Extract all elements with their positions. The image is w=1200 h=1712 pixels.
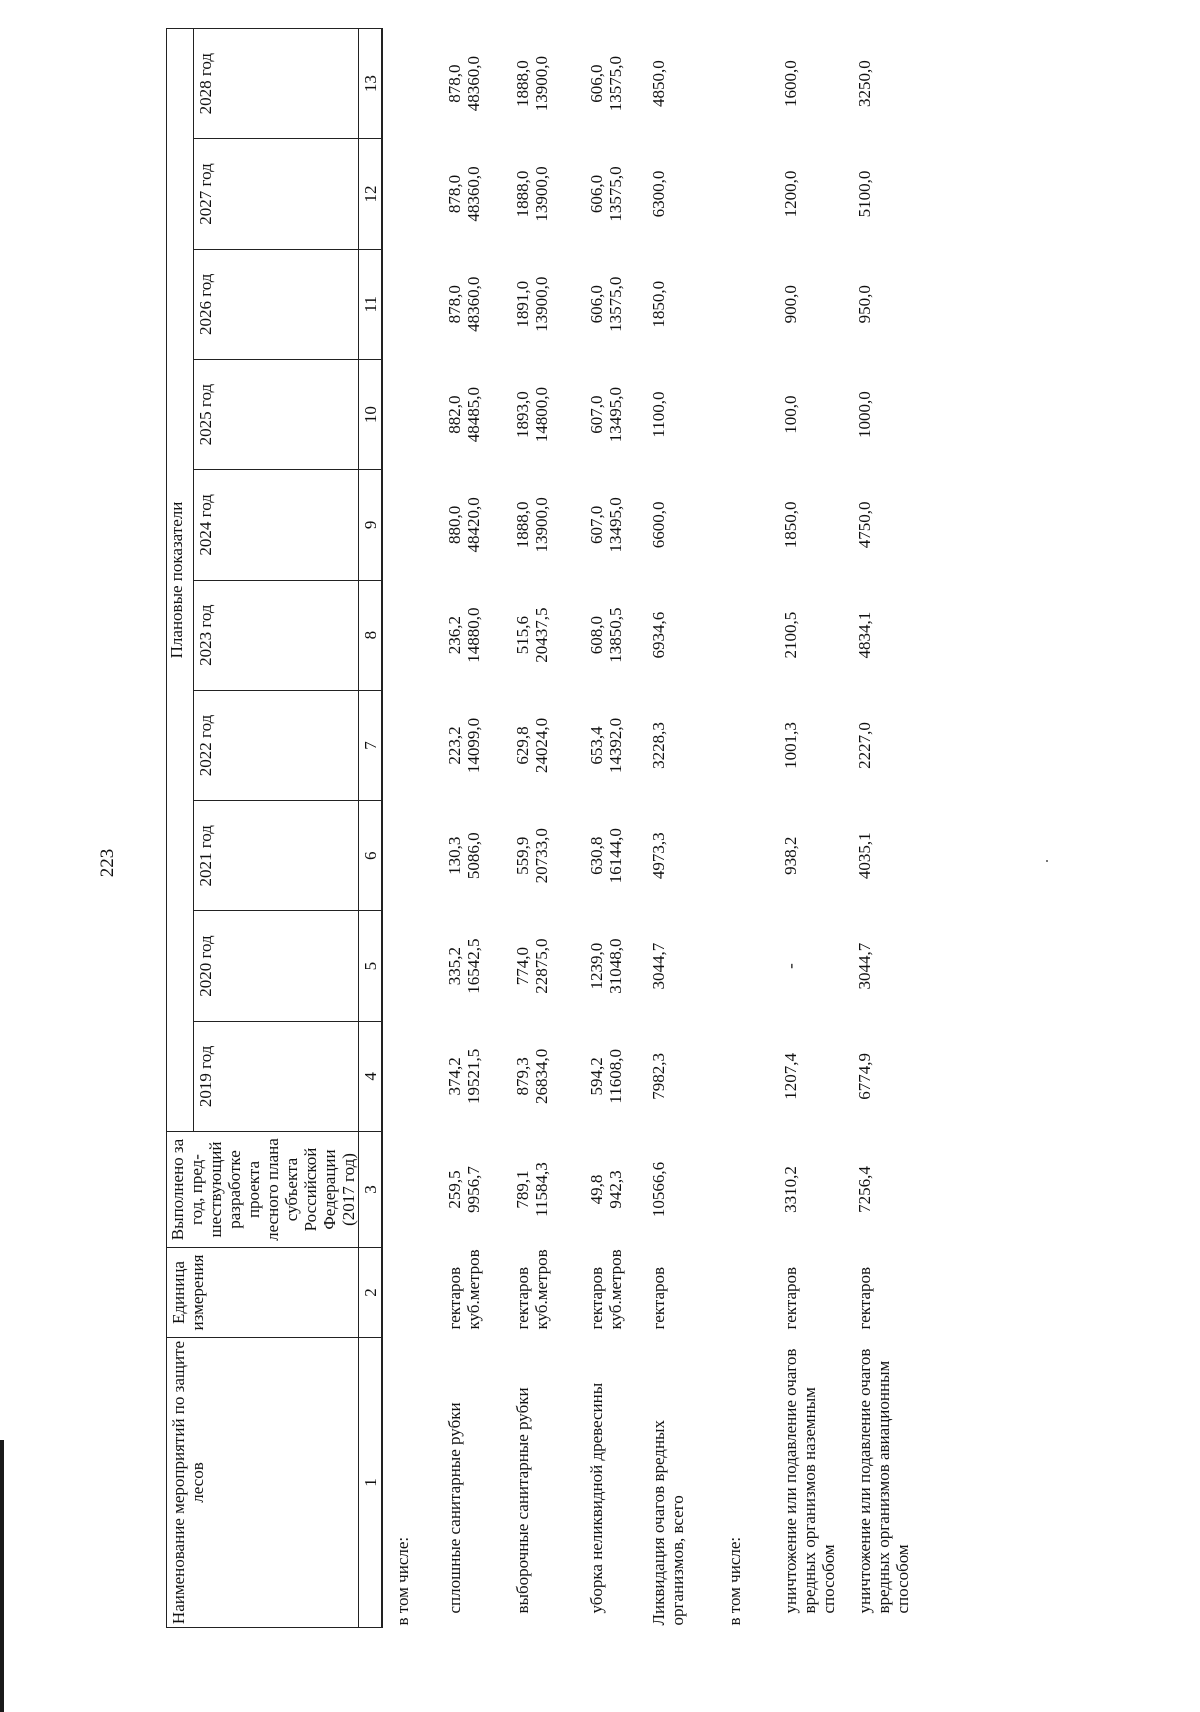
cell-value	[505, 249, 579, 359]
cell-value	[851, 911, 925, 1021]
value-line: 259,5	[445, 1170, 465, 1209]
cell-value	[777, 359, 851, 469]
row-unit	[435, 1248, 505, 1338]
value-line: 3310,2	[781, 1166, 801, 1213]
value-line: 1888,0	[513, 170, 533, 218]
header-column-number: 9	[359, 470, 383, 580]
value-line: 1850,0	[649, 280, 669, 328]
value-line: 223,2	[445, 726, 465, 765]
value-line: 938,2	[781, 836, 801, 875]
header-column-number: 6	[359, 801, 383, 911]
value-line: 1888,0	[513, 60, 533, 108]
header-numbers-row	[359, 29, 383, 1628]
value-line: 10566,6	[649, 1161, 669, 1218]
value-line: 3044,7	[649, 942, 669, 990]
row-name: уборка неликвидной древесины	[587, 1382, 607, 1614]
value-line: 878,0	[445, 285, 465, 324]
value-line: 653,4	[587, 726, 607, 765]
cell-value	[777, 911, 851, 1021]
row-unit	[777, 1248, 851, 1338]
value-line: 3228,3	[649, 722, 669, 769]
value-line: 4834,1	[855, 611, 875, 659]
table-row	[643, 29, 715, 1628]
header-year: 2022 год	[193, 690, 358, 800]
value-line: 20733,0	[532, 828, 552, 884]
cell-value	[851, 139, 925, 249]
cell-value	[579, 1021, 643, 1131]
value-line: 335,2	[445, 946, 465, 986]
cell-value	[851, 359, 925, 469]
value-line: 13495,0	[606, 497, 626, 553]
cell-value	[382, 690, 435, 800]
cell-value	[505, 801, 579, 911]
value-line: 19521,5	[464, 1048, 484, 1104]
cell-value	[505, 690, 579, 800]
value-line: 594,2	[587, 1057, 607, 1096]
value-line: 14392,0	[606, 717, 626, 774]
unit-value: куб.метров	[532, 1249, 552, 1330]
row-unit	[715, 1248, 777, 1338]
cell-value	[715, 1132, 777, 1248]
value-line: 607,0	[587, 395, 607, 434]
cell-value	[435, 29, 505, 139]
cell-value	[851, 29, 925, 139]
value-line: 878,0	[445, 64, 465, 103]
value-line: 236,2	[445, 616, 465, 655]
row-name: в том числе:	[725, 1536, 745, 1626]
value-line: 7982,3	[649, 1052, 669, 1100]
cell-value	[382, 29, 435, 139]
table-row	[382, 29, 435, 1628]
row-unit	[851, 1248, 925, 1338]
value-line: 5086,0	[464, 832, 484, 880]
value-line: -	[781, 963, 801, 969]
value-line: 11584,3	[532, 1162, 552, 1217]
value-line: 559,9	[513, 836, 533, 875]
value-line: 100,0	[781, 395, 801, 434]
value-line: 14099,0	[464, 717, 484, 774]
cell-value	[435, 139, 505, 249]
value-line: 942,3	[606, 1170, 626, 1209]
value-line: 13850,5	[606, 607, 626, 663]
cell-value	[643, 359, 715, 469]
value-line: 3250,0	[855, 60, 875, 108]
cell-value	[715, 690, 777, 800]
cell-value	[643, 1021, 715, 1131]
cell-value	[382, 249, 435, 359]
value-line: 1001,3	[781, 722, 801, 769]
cell-value	[579, 29, 643, 139]
value-line: 880,0	[445, 505, 465, 544]
header-year: 2021 год	[193, 801, 358, 911]
cell-value	[643, 249, 715, 359]
cell-value	[777, 470, 851, 580]
cell-value	[715, 1021, 777, 1131]
cell-value	[579, 470, 643, 580]
value-line: 16542,5	[464, 938, 484, 994]
value-line: 1891,0	[513, 280, 533, 328]
value-line: 31048,0	[606, 938, 626, 994]
unit-value: гектаров	[445, 1266, 465, 1330]
cell-value	[579, 911, 643, 1021]
cell-value	[505, 139, 579, 249]
header-column-number: 5	[359, 911, 383, 1021]
cell-value	[435, 470, 505, 580]
cell-value	[382, 580, 435, 690]
cell-value	[777, 249, 851, 359]
value-line: 130,3	[445, 836, 465, 875]
header-year: 2027 год	[193, 139, 358, 249]
value-line: 16144,0	[606, 828, 626, 884]
cell-value	[382, 359, 435, 469]
value-line: 4750,0	[855, 501, 875, 549]
unit-value: куб.метров	[606, 1249, 626, 1330]
value-line: 6934,6	[649, 611, 669, 659]
cell-value	[435, 911, 505, 1021]
header-name: Наименование мероприятий по защите лесов	[167, 1338, 359, 1628]
cell-value	[643, 29, 715, 139]
cell-value	[435, 359, 505, 469]
table-body	[382, 29, 925, 1628]
forest-protection-table	[166, 28, 925, 1628]
header-year: 2023 год	[193, 580, 358, 690]
scan-edge-mark	[0, 1440, 4, 1712]
value-line: 2100,5	[781, 611, 801, 659]
cell-value	[643, 801, 715, 911]
cell-value	[505, 470, 579, 580]
cell-value	[851, 1132, 925, 1248]
value-line: 4850,0	[649, 60, 669, 108]
cell-value	[715, 29, 777, 139]
cell-value	[643, 911, 715, 1021]
value-line: 900,0	[781, 285, 801, 324]
cell-value	[851, 470, 925, 580]
header-column-number: 8	[359, 580, 383, 690]
value-line: 1893,0	[513, 391, 533, 438]
cell-value	[777, 139, 851, 249]
value-line: 3044,7	[855, 942, 875, 990]
value-line: 1850,0	[781, 501, 801, 549]
cell-value	[715, 139, 777, 249]
cell-value	[505, 1021, 579, 1131]
value-line: 950,0	[855, 285, 875, 324]
value-line: 1239,0	[587, 942, 607, 990]
cell-value	[505, 29, 579, 139]
row-unit	[382, 1248, 435, 1338]
value-line: 606,0	[587, 285, 607, 324]
cell-value	[505, 911, 579, 1021]
value-line: 13900,0	[532, 276, 552, 332]
value-line: 13575,0	[606, 56, 626, 112]
value-line: 14880,0	[464, 607, 484, 663]
value-line: 882,0	[445, 395, 465, 434]
cell-value	[579, 249, 643, 359]
row-name: уничтожение или подавление очагов вредных организмов наземным способом	[781, 1348, 839, 1614]
cell-value	[382, 470, 435, 580]
cell-value	[435, 249, 505, 359]
row-name: Ликвидация очагов вредных организмов, всего	[649, 1420, 688, 1626]
value-line: 26834,0	[532, 1048, 552, 1104]
value-line: 2227,0	[855, 722, 875, 769]
cell-value	[435, 801, 505, 911]
header-year: 2024 год	[193, 470, 358, 580]
header-column-number: 11	[359, 249, 383, 359]
unit-value: куб.метров	[464, 1249, 484, 1330]
value-line: 6300,0	[649, 170, 669, 218]
value-line: 4035,1	[855, 832, 875, 880]
header-column-number: 4	[359, 1021, 383, 1131]
cell-value	[777, 1132, 851, 1248]
value-line: 608,0	[587, 616, 607, 655]
value-line: 48420,0	[464, 497, 484, 553]
row-name: сплошные санитарные рубки	[445, 1402, 465, 1614]
cell-value	[435, 690, 505, 800]
header-column-number: 13	[359, 29, 383, 139]
cell-value	[505, 359, 579, 469]
value-line: 607,0	[587, 505, 607, 544]
header-year: 2028 год	[193, 29, 358, 139]
cell-value	[382, 139, 435, 249]
value-line: 13900,0	[532, 497, 552, 553]
header-done: Выполнено за год, пред-шествующий разработке проекта лесного плана субъекта Российской Федерации (2017 год)	[167, 1132, 359, 1248]
value-line: 7256,4	[855, 1166, 875, 1213]
unit-value: гектаров	[587, 1266, 607, 1330]
header-column-number: 2	[359, 1248, 383, 1338]
table-row	[851, 29, 925, 1628]
value-line: 49,8	[587, 1174, 607, 1205]
header-year: 2020 год	[193, 911, 358, 1021]
header-planned: Плановые показатели	[167, 29, 194, 1132]
cell-value	[777, 29, 851, 139]
cell-value	[382, 911, 435, 1021]
value-line: 9956,7	[464, 1166, 484, 1213]
cell-value	[382, 1021, 435, 1131]
cell-value	[777, 690, 851, 800]
value-line: 1000,0	[855, 391, 875, 438]
value-line: 13575,0	[606, 166, 626, 222]
value-line: 11608,0	[606, 1049, 626, 1104]
cell-value	[435, 580, 505, 690]
value-line: 22875,0	[532, 938, 552, 994]
page-number: 223	[97, 848, 118, 878]
cell-value	[382, 1132, 435, 1248]
cell-value	[715, 249, 777, 359]
value-line: 6600,0	[649, 501, 669, 549]
unit-value: гектаров	[649, 1266, 669, 1330]
header-column-number: 3	[359, 1132, 383, 1248]
cell-value	[579, 139, 643, 249]
value-line: 629,8	[513, 726, 533, 765]
header-unit: Единица измерения	[167, 1248, 359, 1338]
cell-value	[505, 580, 579, 690]
cell-value	[579, 801, 643, 911]
table-row	[579, 29, 643, 1628]
cell-value	[715, 470, 777, 580]
value-line: 606,0	[587, 174, 607, 214]
unit-value: гектаров	[781, 1266, 801, 1330]
value-line: 48360,0	[464, 166, 484, 222]
header-column-number: 12	[359, 139, 383, 249]
cell-value	[715, 359, 777, 469]
row-name: в том числе:	[393, 1536, 413, 1626]
table-row	[505, 29, 579, 1628]
header-year: 2025 год	[193, 359, 358, 469]
row-unit	[505, 1248, 579, 1338]
cell-value	[382, 801, 435, 911]
cell-value	[851, 580, 925, 690]
cell-value	[851, 690, 925, 800]
header-column-number: 10	[359, 359, 383, 469]
value-line: 48360,0	[464, 56, 484, 112]
cell-value	[851, 1021, 925, 1131]
value-line: 48360,0	[464, 276, 484, 332]
value-line: 4973,3	[649, 832, 669, 880]
value-line: 13495,0	[606, 386, 626, 443]
cell-value	[715, 911, 777, 1021]
cell-value	[579, 690, 643, 800]
value-line: 374,2	[445, 1057, 465, 1096]
row-unit	[579, 1248, 643, 1338]
table-row	[777, 29, 851, 1628]
cell-value	[715, 801, 777, 911]
value-line: 13900,0	[532, 56, 552, 112]
value-line: 789,1	[513, 1170, 533, 1209]
unit-value: гектаров	[855, 1266, 875, 1330]
cell-value	[435, 1132, 505, 1248]
table-row	[435, 29, 505, 1628]
value-line: 20437,5	[532, 607, 552, 663]
cell-value	[851, 249, 925, 359]
cell-value	[579, 580, 643, 690]
table-row	[715, 29, 777, 1628]
cell-value	[643, 470, 715, 580]
value-line: 6774,9	[855, 1052, 875, 1100]
value-line: 1200,0	[781, 170, 801, 218]
value-line: 13900,0	[532, 166, 552, 222]
cell-value	[777, 801, 851, 911]
value-line: 1600,0	[781, 60, 801, 108]
cell-value	[643, 580, 715, 690]
cell-value	[579, 1132, 643, 1248]
value-line: 606,0	[587, 64, 607, 103]
cell-value	[777, 580, 851, 690]
cell-value	[643, 1132, 715, 1248]
value-line: 879,3	[513, 1057, 533, 1096]
value-line: 1888,0	[513, 501, 533, 549]
header-column-number: 1	[359, 1338, 383, 1628]
cell-value	[579, 359, 643, 469]
value-line: 5100,0	[855, 170, 875, 218]
header-column-number: 7	[359, 690, 383, 800]
value-line: 1100,0	[649, 391, 669, 438]
cell-value	[435, 1021, 505, 1131]
value-line: 774,0	[513, 946, 533, 986]
cell-value	[643, 139, 715, 249]
row-unit	[643, 1248, 715, 1338]
cell-value	[643, 690, 715, 800]
header-year: 2019 год	[193, 1021, 358, 1131]
row-name: выборочные санитарные рубки	[513, 1387, 533, 1614]
value-line: 13575,0	[606, 276, 626, 332]
unit-value: гектаров	[513, 1266, 533, 1330]
value-line: 878,0	[445, 174, 465, 214]
cell-value	[505, 1132, 579, 1248]
value-line: 14800,0	[532, 386, 552, 443]
cell-value	[851, 801, 925, 911]
value-line: 24024,0	[532, 717, 552, 774]
value-line: 1207,4	[781, 1052, 801, 1100]
value-line: 48485,0	[464, 386, 484, 443]
row-name: уничтожение или подавление очагов вредных организмов авиационным способом	[855, 1348, 913, 1614]
cell-value	[715, 580, 777, 690]
value-line: 630,8	[587, 836, 607, 875]
cell-value	[777, 1021, 851, 1131]
value-line: 515,6	[513, 616, 533, 655]
rotated-page-content	[166, 28, 1200, 1628]
header-year: 2026 год	[193, 249, 358, 359]
